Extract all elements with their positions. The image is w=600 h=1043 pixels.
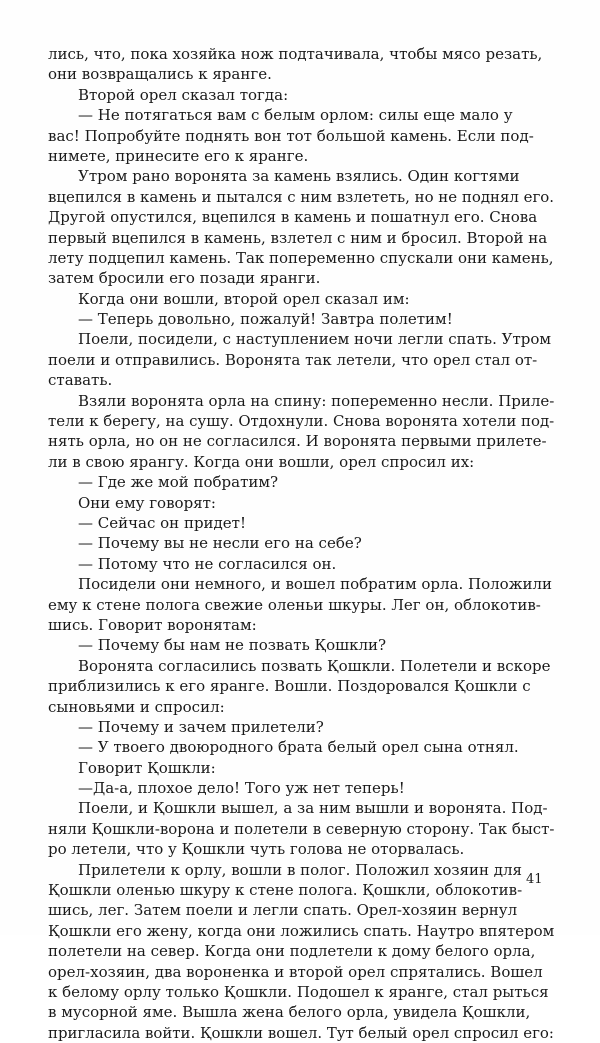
text-line: Посидели они немного, и вошел побратим орла. Положили [78,575,553,594]
text-line: пригласила войти. Қошкли вошел. Тут белый орел спросил его: [48,1023,554,1042]
page-number: 41 [526,872,543,887]
text-line: Взяли воронята орла на спину: попеременно несли. Приле- [78,391,555,410]
text-line: Қошкли оленью шкуру к стене полога. Қошкли, облокотив- [48,881,523,900]
text-line: в мусорной яме. Вышла жена белого орла, увидела Қошкли, [48,1003,531,1022]
body-text [48,44,554,1043]
text-line: к белому орлу только Қошкли. Подошел к яранге, стал рыться [48,982,549,1001]
text-line: — У твоего двоюродного брата белый орел сына отнял. [78,738,519,757]
text-line: Қошкли его жену, когда они ложились спать. Наутро впятером [48,921,555,940]
text-line: приблизились к его яранге. Вошли. Поздоровался Қошкли с [48,677,531,696]
text-line: ро летели, что у Қошкли чуть голова не оторвалась. [48,840,465,859]
text-line: Поели, и Қошкли вышел, а за ним вышли и воронята. Под- [78,799,548,818]
text-line: полетели на север. Когда они подлетели к дому белого орла, [48,942,536,961]
text-line: — Почему бы нам не позвать Қошкли? [78,636,387,655]
text-line: орел-хозяин, два вороненка и второй орел спрятались. Вошел [48,962,543,981]
text-line: тели к берегу, на сушу. Отдохнули. Снова воронята хотели под- [48,412,555,431]
text-line: поели и отправились. Воронята так летели, что орел стал от- [48,350,538,369]
text-line: шись. Говорит воронятам: [48,615,257,634]
text-line: Другой опустился, вцепился в камень и пошатнул его. Снова [48,208,538,227]
text-line: ставать. [48,371,113,390]
text-line: Прилетели к орлу, вошли в полог. Положил хозяин для [78,860,523,879]
text-line: ли в свою ярангу. Когда они вошли, орел спросил их: [48,452,475,471]
text-line: они возвращались к яранге. [48,65,272,84]
text-line: Воронята согласились позвать Қошкли. Полетели и вскоре [78,656,551,675]
text-line: первый вцепился в камень, взлетел с ним и бросил. Второй на [48,228,548,247]
text-line: — Теперь довольно, пожалуй! Завтра полетим! [78,310,453,329]
text-line: нять орла, но он не согласился. И воронята первыми прилете- [48,432,547,451]
text-line: — Потому что не согласился он. [78,554,337,573]
text-line: — Почему и зачем прилетели? [78,717,324,736]
text-line: ему к стене полога свежие оленьи шкуры. Лег он, облокотив- [48,595,541,614]
text-line: Говорит Қошкли: [78,758,216,777]
text-line: — Почему вы не несли его на себе? [78,534,362,553]
text-line: Второй орел сказал тогда: [78,85,289,104]
text-line: вас! Попробуйте поднять вон тот большой камень. Если под- [48,126,534,145]
text-line: Утром рано воронята за камень взялись. Один когтями [78,167,520,186]
text-line: сыновьями и спросил: [48,697,225,716]
text-line: затем бросили его позади яранги. [48,269,321,288]
text-line: лись, что, пока хозяйка нож подтачивала, чтобы мясо резать, [48,45,543,63]
text-line: Когда они вошли, второй орел сказал им: [78,289,410,308]
text-line: вцепился в камень и пытался с ним взлететь, но не поднял его. [48,187,555,206]
text-line: шись, лег. Затем поели и легли спать. Орел-хозяин вернул [48,901,518,920]
text-line: — Где же мой побратим? [78,473,279,492]
text-line: Поели, посидели, с наступлением ночи легли спать. Утром [78,330,552,349]
text-line: — Сейчас он придет! [78,513,246,532]
text-line: —Да-а, плохое дело! Того уж нет теперь! [78,779,405,798]
text-line: — Не потягаться вам с белым орлом: силы еще мало у [78,106,513,125]
text-line: нимете, принесите его к яранге. [48,146,309,165]
text-line: Они ему говорят: [78,493,216,512]
text-line: няли Қошкли-ворона и полетели в северную сторону. Так быст- [48,819,555,838]
text-line: лету подцепил камень. Так попеременно спускали они камень, [48,248,554,267]
